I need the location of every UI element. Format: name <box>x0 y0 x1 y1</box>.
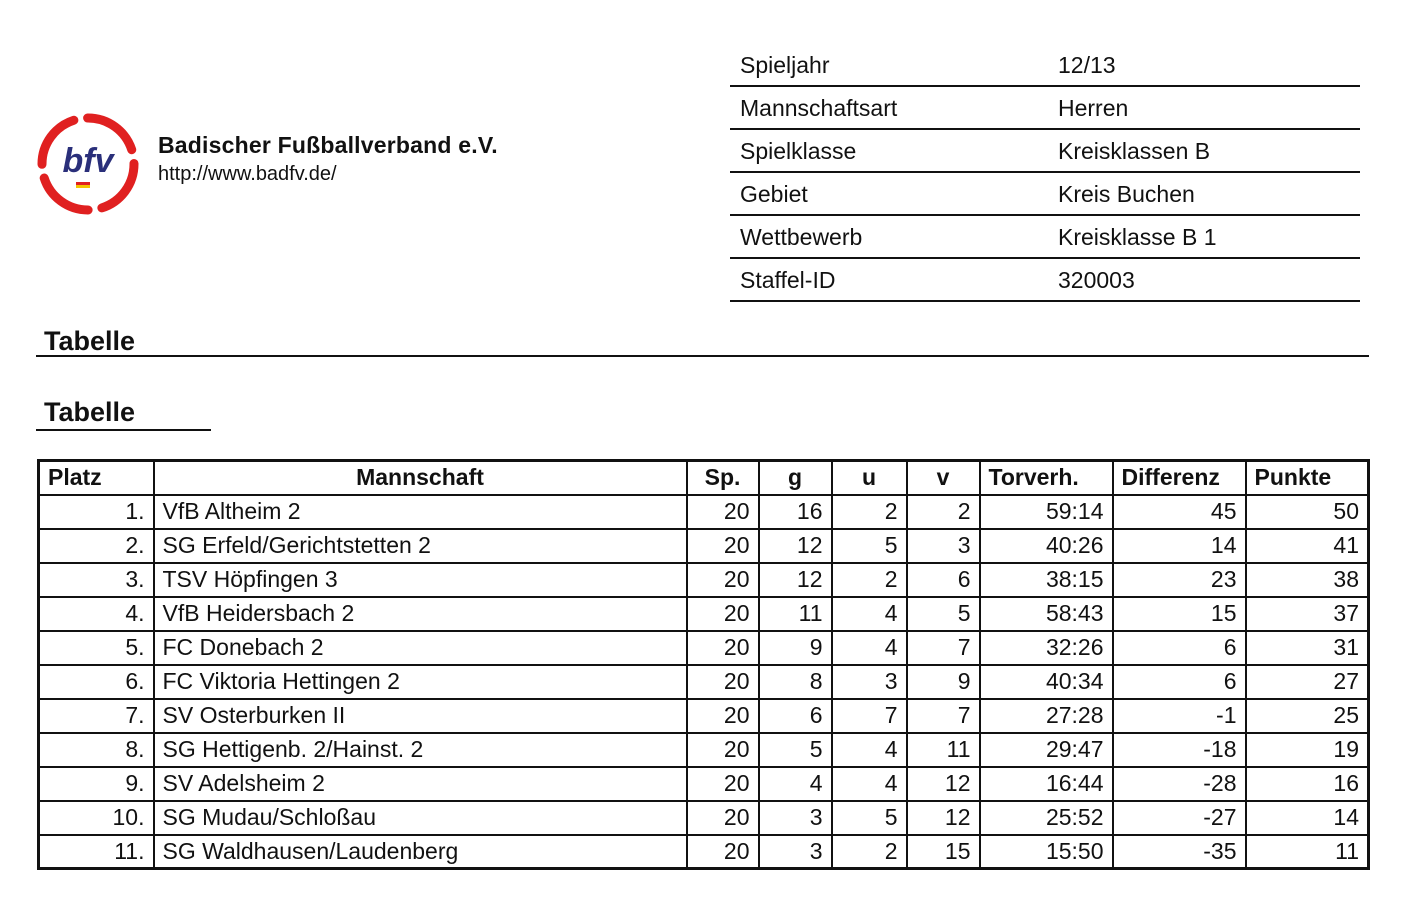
table-row <box>39 767 1369 801</box>
cell-platz: 2. <box>39 529 154 563</box>
cell-u: 3 <box>832 665 907 699</box>
cell-g: 9 <box>759 631 832 665</box>
col-header-torverh: Torverh. <box>980 461 1113 495</box>
table-header-row <box>39 461 1369 495</box>
info-row <box>730 44 1360 86</box>
info-row <box>730 172 1360 215</box>
section-title: Tabelle <box>36 325 1369 357</box>
subsection-title: Tabelle <box>36 395 211 431</box>
table-row <box>39 733 1369 767</box>
cell-differenz: 6 <box>1113 665 1246 699</box>
cell-platz: 5. <box>39 631 154 665</box>
cell-v: 2 <box>907 495 980 529</box>
info-label: Staffel-ID <box>730 258 1058 301</box>
org-url-link[interactable]: http://www.badfv.de/ <box>158 163 337 185</box>
cell-torverh: 40:34 <box>980 665 1113 699</box>
cell-differenz: -18 <box>1113 733 1246 767</box>
cell-torverh: 27:28 <box>980 699 1113 733</box>
cell-platz: 11. <box>39 835 154 869</box>
cell-g: 5 <box>759 733 832 767</box>
cell-g: 3 <box>759 835 832 869</box>
table-row <box>39 699 1369 733</box>
standings-table <box>37 459 1370 870</box>
cell-v: 9 <box>907 665 980 699</box>
cell-punkte: 38 <box>1246 563 1369 597</box>
cell-torverh: 38:15 <box>980 563 1113 597</box>
col-header-mannschaft: Mannschaft <box>154 461 687 495</box>
cell-u: 5 <box>832 529 907 563</box>
cell-team: SG Erfeld/Gerichtstetten 2 <box>154 529 687 563</box>
info-label: Gebiet <box>730 172 1058 215</box>
cell-torverh: 16:44 <box>980 767 1113 801</box>
cell-u: 4 <box>832 767 907 801</box>
cell-punkte: 31 <box>1246 631 1369 665</box>
cell-differenz: -35 <box>1113 835 1246 869</box>
cell-sp: 20 <box>687 495 759 529</box>
cell-differenz: -27 <box>1113 801 1246 835</box>
info-row <box>730 258 1360 301</box>
cell-differenz: 15 <box>1113 597 1246 631</box>
table-row <box>39 563 1369 597</box>
cell-differenz: 6 <box>1113 631 1246 665</box>
cell-sp: 20 <box>687 597 759 631</box>
cell-g: 8 <box>759 665 832 699</box>
col-header-u: u <box>832 461 907 495</box>
cell-platz: 3. <box>39 563 154 597</box>
info-label: Wettbewerb <box>730 215 1058 258</box>
cell-v: 12 <box>907 801 980 835</box>
cell-sp: 20 <box>687 665 759 699</box>
cell-team: SG Mudau/Schloßau <box>154 801 687 835</box>
logo-text: bfv <box>62 142 114 180</box>
cell-team: SG Hettigenb. 2/Hainst. 2 <box>154 733 687 767</box>
cell-u: 7 <box>832 699 907 733</box>
cell-team: VfB Heidersbach 2 <box>154 597 687 631</box>
cell-torverh: 15:50 <box>980 835 1113 869</box>
cell-g: 4 <box>759 767 832 801</box>
cell-differenz: -1 <box>1113 699 1246 733</box>
cell-v: 15 <box>907 835 980 869</box>
cell-punkte: 37 <box>1246 597 1369 631</box>
info-value: Kreisklasse B 1 <box>1058 215 1360 258</box>
cell-platz: 9. <box>39 767 154 801</box>
cell-u: 2 <box>832 495 907 529</box>
table-row <box>39 631 1369 665</box>
info-value: Kreis Buchen <box>1058 172 1360 215</box>
info-value: 320003 <box>1058 258 1360 301</box>
cell-platz: 8. <box>39 733 154 767</box>
table-row <box>39 665 1369 699</box>
cell-v: 7 <box>907 699 980 733</box>
cell-u: 4 <box>832 733 907 767</box>
cell-team: SV Adelsheim 2 <box>154 767 687 801</box>
cell-team: SV Osterburken II <box>154 699 687 733</box>
col-header-sp: Sp. <box>687 461 759 495</box>
cell-punkte: 50 <box>1246 495 1369 529</box>
table-row <box>39 835 1369 869</box>
cell-punkte: 14 <box>1246 801 1369 835</box>
table-row <box>39 495 1369 529</box>
cell-differenz: 14 <box>1113 529 1246 563</box>
cell-u: 5 <box>832 801 907 835</box>
cell-punkte: 25 <box>1246 699 1369 733</box>
info-value: Herren <box>1058 86 1360 129</box>
cell-u: 2 <box>832 835 907 869</box>
cell-punkte: 41 <box>1246 529 1369 563</box>
cell-sp: 20 <box>687 563 759 597</box>
cell-team: TSV Höpfingen 3 <box>154 563 687 597</box>
cell-g: 3 <box>759 801 832 835</box>
cell-differenz: -28 <box>1113 767 1246 801</box>
cell-punkte: 16 <box>1246 767 1369 801</box>
cell-u: 4 <box>832 631 907 665</box>
cell-punkte: 27 <box>1246 665 1369 699</box>
cell-u: 2 <box>832 563 907 597</box>
cell-torverh: 32:26 <box>980 631 1113 665</box>
info-row <box>730 215 1360 258</box>
cell-v: 11 <box>907 733 980 767</box>
cell-sp: 20 <box>687 835 759 869</box>
org-name: Badischer Fußballverband e.V. <box>158 132 498 158</box>
cell-v: 3 <box>907 529 980 563</box>
bfv-logo <box>36 112 140 216</box>
cell-v: 12 <box>907 767 980 801</box>
col-header-punkte: Punkte <box>1246 461 1369 495</box>
cell-sp: 20 <box>687 801 759 835</box>
cell-sp: 20 <box>687 699 759 733</box>
cell-u: 4 <box>832 597 907 631</box>
cell-platz: 7. <box>39 699 154 733</box>
cell-team: VfB Altheim 2 <box>154 495 687 529</box>
cell-torverh: 59:14 <box>980 495 1113 529</box>
col-header-differenz: Differenz <box>1113 461 1246 495</box>
table-row <box>39 801 1369 835</box>
cell-g: 12 <box>759 563 832 597</box>
info-value: Kreisklassen B <box>1058 129 1360 172</box>
cell-v: 5 <box>907 597 980 631</box>
cell-sp: 20 <box>687 733 759 767</box>
info-value: 12/13 <box>1058 44 1360 86</box>
table-row <box>39 529 1369 563</box>
cell-sp: 20 <box>687 529 759 563</box>
cell-torverh: 58:43 <box>980 597 1113 631</box>
logo-flag-red <box>76 182 90 185</box>
cell-platz: 6. <box>39 665 154 699</box>
cell-punkte: 11 <box>1246 835 1369 869</box>
cell-sp: 20 <box>687 631 759 665</box>
org-block <box>158 132 498 186</box>
cell-g: 12 <box>759 529 832 563</box>
info-row <box>730 129 1360 172</box>
info-label: Spielklasse <box>730 129 1058 172</box>
cell-g: 16 <box>759 495 832 529</box>
cell-g: 6 <box>759 699 832 733</box>
cell-platz: 4. <box>39 597 154 631</box>
cell-differenz: 45 <box>1113 495 1246 529</box>
col-header-g: g <box>759 461 832 495</box>
cell-v: 7 <box>907 631 980 665</box>
cell-v: 6 <box>907 563 980 597</box>
cell-platz: 10. <box>39 801 154 835</box>
cell-team: FC Donebach 2 <box>154 631 687 665</box>
info-label: Mannschaftsart <box>730 86 1058 129</box>
col-header-platz: Platz <box>39 461 154 495</box>
cell-team: SG Waldhausen/Laudenberg <box>154 835 687 869</box>
cell-punkte: 19 <box>1246 733 1369 767</box>
info-label: Spieljahr <box>730 44 1058 86</box>
cell-platz: 1. <box>39 495 154 529</box>
cell-g: 11 <box>759 597 832 631</box>
cell-differenz: 23 <box>1113 563 1246 597</box>
col-header-v: v <box>907 461 980 495</box>
logo-flag-yellow <box>76 185 90 188</box>
cell-torverh: 40:26 <box>980 529 1113 563</box>
cell-torverh: 29:47 <box>980 733 1113 767</box>
info-row <box>730 86 1360 129</box>
cell-torverh: 25:52 <box>980 801 1113 835</box>
competition-info-table <box>730 44 1360 302</box>
cell-sp: 20 <box>687 767 759 801</box>
cell-team: FC Viktoria Hettingen 2 <box>154 665 687 699</box>
table-row <box>39 597 1369 631</box>
